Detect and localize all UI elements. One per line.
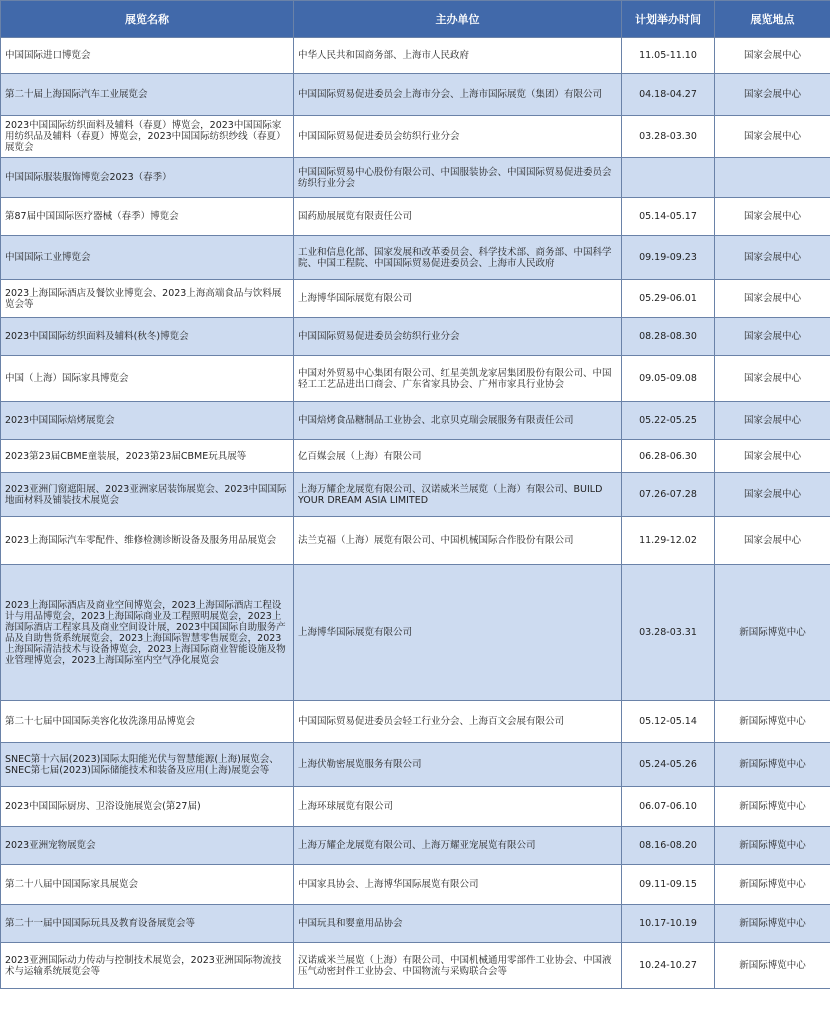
cell-name: 2023亚洲门窗遮阳展、2023亚洲家居装饰展览会、2023中国国际地面材料及铺装技术展览会: [1, 473, 294, 517]
cell-organizer: 法兰克福（上海）展览有限公司、中国机械国际合作股份有限公司: [294, 517, 622, 565]
cell-venue: 国家会展中心: [715, 318, 830, 356]
cell-name: 2023中国国际厨房、卫浴设施展览会(第27届): [1, 787, 294, 827]
column-header-name: 展览名称: [1, 1, 294, 38]
cell-name: 2023亚洲国际动力传动与控制技术展览会，2023亚洲国际物流技术与运输系统展览会等: [1, 943, 294, 989]
cell-name: 中国国际工业博览会: [1, 236, 294, 280]
cell-organizer: 中华人民共和国商务部、上海市人民政府: [294, 38, 622, 74]
cell-time: [622, 158, 715, 198]
cell-organizer: 上海博华国际展览有限公司: [294, 280, 622, 318]
cell-name: 第二十届上海国际汽车工业展览会: [1, 74, 294, 116]
cell-name: 2023亚洲宠物展览会: [1, 827, 294, 865]
cell-time: 05.29-06.01: [622, 280, 715, 318]
cell-venue: 国家会展中心: [715, 280, 830, 318]
table-row: [1, 116, 830, 158]
cell-organizer: 上海万耀企龙展览有限公司、汉诺威米兰展览（上海）有限公司、BUILD YOUR DREAM ASIA LIMITED: [294, 473, 622, 517]
table-row: [1, 517, 830, 565]
cell-name: 2023上海国际汽车零配件、维修检测诊断设备及服务用品展览会: [1, 517, 294, 565]
cell-time: 10.24-10.27: [622, 943, 715, 989]
table-row: [1, 198, 830, 236]
cell-venue: 国家会展中心: [715, 198, 830, 236]
cell-venue: 国家会展中心: [715, 236, 830, 280]
table-row: [1, 943, 830, 989]
table-row: [1, 236, 830, 280]
header-row: [1, 1, 830, 38]
cell-venue: 国家会展中心: [715, 402, 830, 440]
cell-organizer: 上海博华国际展览有限公司: [294, 565, 622, 701]
cell-name: 第二十八届中国国际家具展览会: [1, 865, 294, 905]
cell-name: 2023中国国际纺织面料及辅料(秋冬)博览会: [1, 318, 294, 356]
cell-name: 第二十一届中国国际玩具及教育设备展览会等: [1, 905, 294, 943]
cell-time: 05.12-05.14: [622, 701, 715, 743]
cell-time: 06.28-06.30: [622, 440, 715, 473]
cell-organizer: 中国焙烤食品糖制品工业协会、北京贝克瑞会展服务有限责任公司: [294, 402, 622, 440]
cell-venue: [715, 158, 830, 198]
cell-venue: 新国际博览中心: [715, 701, 830, 743]
cell-venue: 国家会展中心: [715, 74, 830, 116]
cell-name: 第二十七届中国国际美容化妆洗涤用品博览会: [1, 701, 294, 743]
cell-organizer: 中国国际贸易促进委员会纺织行业分会: [294, 116, 622, 158]
table-row: [1, 38, 830, 74]
cell-venue: 新国际博览中心: [715, 865, 830, 905]
table-row: [1, 440, 830, 473]
cell-venue: 国家会展中心: [715, 440, 830, 473]
cell-name: 中国国际进口博览会: [1, 38, 294, 74]
cell-venue: 国家会展中心: [715, 473, 830, 517]
cell-organizer: 中国对外贸易中心集团有限公司、红星美凯龙家居集团股份有限公司、中国轻工工艺品进出口商会、广东省家具协会、广州市家具行业协会: [294, 356, 622, 402]
table-row: [1, 865, 830, 905]
cell-organizer: 国药励展展览有限责任公司: [294, 198, 622, 236]
table-body: [1, 38, 830, 989]
cell-organizer: 中国国际贸易中心股份有限公司、中国服装协会、中国国际贸易促进委员会纺织行业分会: [294, 158, 622, 198]
cell-name: 2023上海国际酒店及餐饮业博览会、2023上海高端食品与饮料展览会等: [1, 280, 294, 318]
cell-venue: 国家会展中心: [715, 38, 830, 74]
cell-venue: 国家会展中心: [715, 517, 830, 565]
table-row: [1, 280, 830, 318]
table-row: [1, 565, 830, 701]
cell-time: 08.16-08.20: [622, 827, 715, 865]
cell-time: 05.22-05.25: [622, 402, 715, 440]
cell-name: SNEC第十六届(2023)国际太阳能光伏与智慧能源(上海)展览会、 SNEC第七届(2023)国际储能技术和装备及应用(上海)展览会等: [1, 743, 294, 787]
cell-organizer: 工业和信息化部、国家发展和改革委员会、科学技术部、商务部、中国科学院、中国工程院、中国国际贸易促进委员会、上海市人民政府: [294, 236, 622, 280]
cell-time: 05.24-05.26: [622, 743, 715, 787]
cell-time: 09.05-09.08: [622, 356, 715, 402]
table-row: [1, 701, 830, 743]
table-row: [1, 318, 830, 356]
cell-organizer: 中国国际贸易促进委员会纺织行业分会: [294, 318, 622, 356]
cell-venue: 新国际博览中心: [715, 827, 830, 865]
cell-name: 中国国际服装服饰博览会2023（春季）: [1, 158, 294, 198]
cell-venue: 新国际博览中心: [715, 787, 830, 827]
table-header: [1, 1, 830, 38]
cell-time: 09.19-09.23: [622, 236, 715, 280]
cell-venue: 新国际博览中心: [715, 943, 830, 989]
table-row: [1, 74, 830, 116]
cell-time: 08.28-08.30: [622, 318, 715, 356]
cell-organizer: 中国国际贸易促进委员会轻工行业分会、上海百文会展有限公司: [294, 701, 622, 743]
table-row: [1, 787, 830, 827]
cell-name: 第87届中国国际医疗器械（春季）博览会: [1, 198, 294, 236]
table-row: [1, 905, 830, 943]
cell-time: 07.26-07.28: [622, 473, 715, 517]
cell-name: 2023中国国际焙烤展览会: [1, 402, 294, 440]
table-row: [1, 827, 830, 865]
cell-time: 04.18-04.27: [622, 74, 715, 116]
cell-venue: 新国际博览中心: [715, 565, 830, 701]
table-row: [1, 356, 830, 402]
cell-time: 11.05-11.10: [622, 38, 715, 74]
table-row: [1, 473, 830, 517]
cell-organizer: 上海环球展览有限公司: [294, 787, 622, 827]
column-header-organizer: 主办单位: [294, 1, 622, 38]
cell-organizer: 上海万耀企龙展览有限公司、上海万耀亚宠展览有限公司: [294, 827, 622, 865]
column-header-venue: 展览地点: [715, 1, 830, 38]
cell-organizer: 中国家具协会、上海博华国际展览有限公司: [294, 865, 622, 905]
cell-organizer: 中国玩具和婴童用品协会: [294, 905, 622, 943]
table-row: [1, 743, 830, 787]
cell-time: 11.29-12.02: [622, 517, 715, 565]
cell-venue: 国家会展中心: [715, 116, 830, 158]
cell-name: 2023第23届CBME童装展，2023第23届CBME玩具展等: [1, 440, 294, 473]
cell-time: 05.14-05.17: [622, 198, 715, 236]
cell-name: 中国（上海）国际家具博览会: [1, 356, 294, 402]
cell-time: 03.28-03.31: [622, 565, 715, 701]
cell-organizer: 上海伏勒密展览服务有限公司: [294, 743, 622, 787]
column-header-time: 计划举办时间: [622, 1, 715, 38]
cell-name: 2023上海国际酒店及商业空间博览会，2023上海国际酒店工程设计与用品博览会，2023上海国际商业及工程照明展览会，2023上海国际酒店工程家具及商业空间设计展，2023中国国际自助服务产品及自助售货系统展览会，2023上海国际智慧零售展览会，2023上海国际清洁技术与设备博览会，2023上海国际商业智能设施及物业管理博览会，2023上海国际室内空气净化展览会: [1, 565, 294, 701]
cell-time: 06.07-06.10: [622, 787, 715, 827]
cell-venue: 新国际博览中心: [715, 743, 830, 787]
table-row: [1, 402, 830, 440]
cell-time: 03.28-03.30: [622, 116, 715, 158]
cell-venue: 新国际博览中心: [715, 905, 830, 943]
cell-time: 10.17-10.19: [622, 905, 715, 943]
table-row: [1, 158, 830, 198]
cell-time: 09.11-09.15: [622, 865, 715, 905]
cell-venue: 国家会展中心: [715, 356, 830, 402]
cell-name: 2023中国国际纺织面料及辅料（春夏）博览会，2023中国国际家用纺织品及辅料（春夏）博览会，2023中国国际纺织纱线（春夏）展览会: [1, 116, 294, 158]
cell-organizer: 亿百媒会展（上海）有限公司: [294, 440, 622, 473]
cell-organizer: 汉诺威米兰展览（上海）有限公司、中国机械通用零部件工业协会、中国液压气动密封件工业协会、中国物流与采购联合会等: [294, 943, 622, 989]
cell-organizer: 中国国际贸易促进委员会上海市分会、上海市国际展览（集团）有限公司: [294, 74, 622, 116]
